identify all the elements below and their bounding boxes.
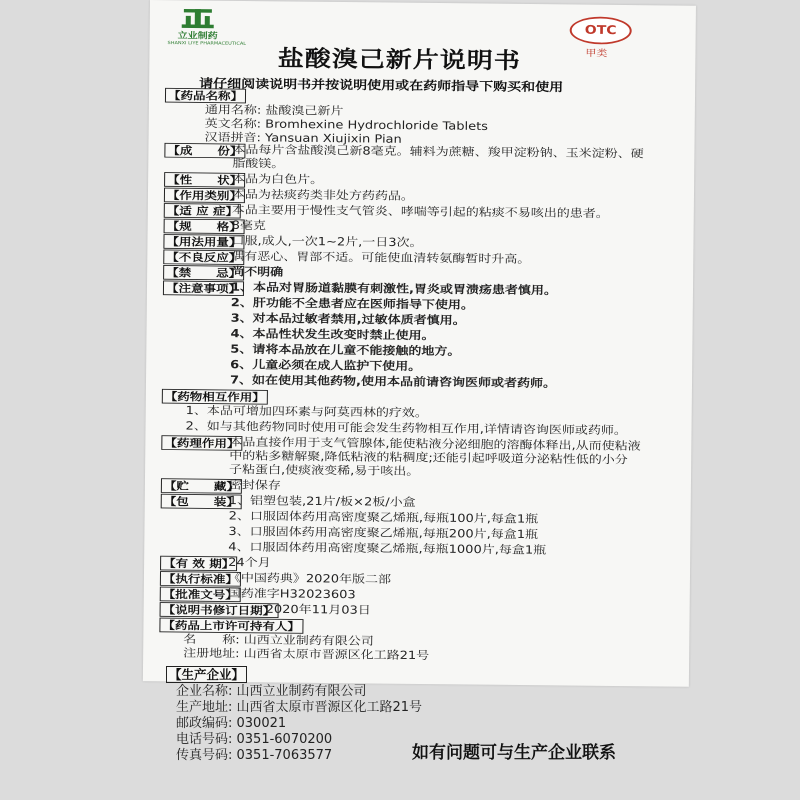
package-item: 3、口服固体药用高密度聚乙烯瓶,每瓶200片,每盒1瓶 — [228, 525, 539, 542]
common-name: 通用名称: 盐酸溴己新片 — [204, 103, 344, 119]
approval-text: 国药准字H32023603 — [227, 587, 356, 602]
adverse-text: 偶有恶心、胃部不适。可能使血清转氨酶暂时升高。 — [231, 250, 531, 267]
contact-note: 如有问题可与生产企业联系 — [412, 743, 616, 763]
label-contra: 【禁 忌】 — [163, 265, 244, 280]
pharmacology-line: 中的粘多糖解聚,降低粘液的粘稠度;还能引起呼吸道分泌粘性低的小分 — [229, 449, 628, 467]
precaution-item: 4、本品性状发生改变时禁止使用。 — [230, 327, 435, 343]
pinyin-name: 汉语拼音: Yansuan Xiujixin Pian — [204, 131, 402, 147]
label-mah: 【药品上市许可持有人】 — [159, 618, 303, 634]
label-indication: 【适 应 症】 — [164, 203, 241, 218]
manufacturer-fax: 传真号码: 0351-7063577 — [176, 748, 333, 763]
precaution-item: 1、本品对胃肠道黏膜有刺激性,胃炎或胃溃疡患者慎用。 — [230, 281, 558, 298]
interaction-item: 1、本品可增加四环素与阿莫西林的疗效。 — [185, 404, 429, 421]
category-text: 本品为祛痰药类非处方药药品。 — [231, 188, 415, 204]
label-pharmacology: 【药理作用】 — [161, 435, 242, 450]
manufacturer-postcode: 邮政编码: 030021 — [176, 716, 287, 731]
label-package: 【包 装】 — [161, 494, 242, 509]
precaution-item: 2、肝功能不全患者应在医师指导下使用。 — [230, 296, 474, 313]
label-category: 【作用类别】 — [164, 188, 245, 203]
mah-name: 名 称: 山西立业制药有限公司 — [183, 633, 374, 649]
precaution-item: 7、如在使用其他药物,使用本品前请咨询医师或者药师。 — [229, 374, 557, 391]
contra-text: 尚不明确 — [231, 265, 284, 280]
leaflet-sheet — [143, 0, 696, 687]
interaction-item: 2、如与其他药物同时使用可能会发生药物相互作用,详情请咨询医师或药师。 — [185, 420, 627, 438]
label-ingredients: 【成 份】 — [164, 143, 245, 158]
package-item: 4、口服固体药用高密度聚乙烯瓶,每瓶1000片,每盒1瓶 — [228, 540, 547, 558]
pharmacology-line: 本品直接作用于支气管腺体,能使粘液分泌细胞的溶酶体释出,从而使粘液 — [229, 436, 641, 454]
precaution-item: 6、儿童必须在成人监护下使用。 — [230, 358, 422, 374]
otc-badge: OTC — [570, 16, 632, 44]
leaflet-title: 盐酸溴己新片说明书 — [277, 46, 522, 75]
storage-text: 密封保存 — [228, 479, 282, 493]
mah-address: 注册地址: 山西省太原市晋源区化工路21号 — [183, 647, 430, 663]
label-validity: 【有 效 期】 — [160, 556, 237, 571]
manufacturer-name: 企业名称: 山西立业制药有限公司 — [176, 684, 367, 699]
label-interactions: 【药物相互作用】 — [162, 389, 268, 405]
label-revision: 【说明书修订日期】 — [160, 602, 279, 618]
label-drug-name: 【药品名称】 — [165, 88, 246, 103]
package-item: 1、铝塑包装,21片/板×2板/小盒 — [228, 494, 416, 510]
label-manufacturer: 【生产企业】 — [166, 666, 247, 683]
dosage-text: 口服,成人,一次1~2片,一日3次。 — [231, 234, 423, 250]
ingredients-line-1: 本品每片含盐酸溴己新8毫克。辅料为蔗糖、羧甲淀粉钠、玉米淀粉、硬 — [232, 143, 644, 161]
otc-class: 甲类 — [585, 47, 608, 59]
indication-text: 本品主要用于慢性支气管炎、哮喘等引起的粘痰不易咳出的患者。 — [231, 203, 609, 221]
label-appearance: 【性 状】 — [164, 172, 245, 187]
manufacturer-address: 生产地址: 山西省太原市晋源区化工路21号 — [176, 700, 423, 715]
precaution-item: 5、请将本品放在儿童不能接触的地方。 — [230, 343, 461, 359]
pharmacology-line: 子粘蛋白,使痰液变稀,易于咳出。 — [229, 463, 420, 479]
ingredients-line-2: 脂酸镁。 — [232, 157, 285, 171]
standard-text: 《中国药典》2020年版二部 — [227, 571, 392, 587]
appearance-text: 本品为白色片。 — [232, 172, 324, 187]
logo-text: 立业制药 — [177, 31, 218, 42]
label-precautions: 【注意事项】 — [163, 281, 244, 296]
label-dosage: 【用法用量】 — [163, 234, 244, 249]
leaflet-subtitle: 请仔细阅读说明书并按说明使用或在药师指导下购买和使用 — [199, 77, 564, 95]
label-adverse: 【不良反应】 — [163, 250, 244, 265]
validity-text: 24个月 — [228, 556, 271, 570]
label-storage: 【贮 藏】 — [161, 478, 242, 493]
logo-subtext: SHANXI LIYE PHARMACEUTICAL — [167, 40, 247, 47]
spec-text: 8毫克 — [231, 219, 266, 233]
label-spec: 【规 格】 — [164, 219, 245, 234]
logo-icon — [182, 7, 214, 28]
english-name: 英文名称: Bromhexine Hydrochloride Tablets — [204, 117, 489, 134]
label-approval: 【批准文号】 — [160, 587, 241, 602]
manufacturer-phone: 电话号码: 0351-6070200 — [176, 732, 333, 747]
revision-text: 2020年11月03日 — [265, 603, 371, 618]
precaution-item: 3、对本品过敏者禁用,过敏体质者慎用。 — [230, 312, 466, 328]
label-standard: 【执行标准】 — [160, 571, 241, 586]
package-item: 2、口服固体药用高密度聚乙烯瓶,每瓶100片,每盒1瓶 — [228, 509, 539, 527]
